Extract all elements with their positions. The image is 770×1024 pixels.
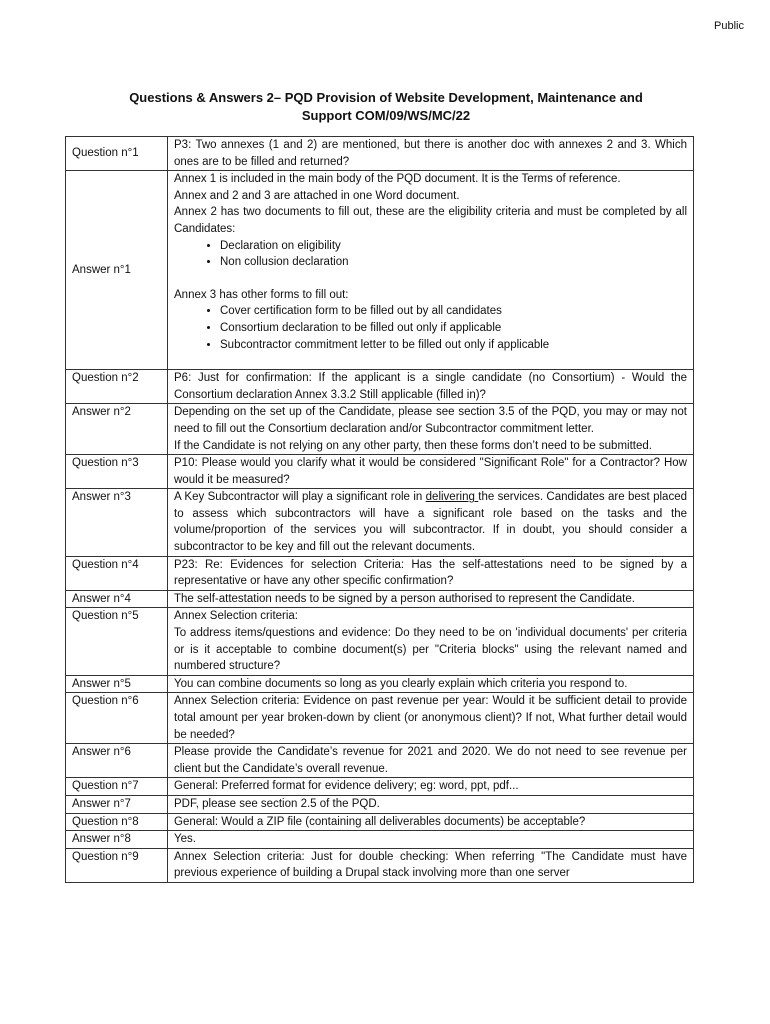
table-row xyxy=(66,744,694,778)
row-text: P23: Re: Evidences for selection Criteria: Has the self-attestations need to be signed by a representative or have any other specific confirmation? xyxy=(168,556,694,590)
table-row xyxy=(66,489,694,556)
row-text: Annex Selection criteria: Just for double checking: When referring "The Candidate must have previous experience of building a Drupal stack involving more than one server xyxy=(168,848,694,882)
row-label: Question n°3 xyxy=(66,455,168,489)
table-row xyxy=(66,455,694,489)
row-label: Answer n°5 xyxy=(66,675,168,693)
table-row xyxy=(66,778,694,796)
paragraph: Depending on the set up of the Candidate, please see section 3.5 of the PQD, you may or may not need to fill out the Consortium declaration and/or Subcontractor commitment letter. xyxy=(174,406,687,435)
list-item: • Cover certification form to be filled out by all candidates xyxy=(220,303,687,320)
row-label: Answer n°3 xyxy=(66,489,168,556)
paragraph: Annex Selection criteria: xyxy=(174,610,299,623)
list-item: • Non collusion declaration xyxy=(220,254,687,271)
paragraph: To address items/questions and evidence: Do they need to be on 'individual documents' per criteria or is it acceptable to combine document(s) per "Criteria blocks" using the relevant named and numbered structure? xyxy=(174,627,687,673)
text-segment: the services. Candidates are best placed to assess which subcontractors will have a significant role based on the tasks and the volume/proportion of the services you will subcontractor. If in doubt, you should consider a subcontractor to be key and fill out the relevant documents. xyxy=(174,491,687,554)
table-row xyxy=(66,171,694,370)
table-row xyxy=(66,370,694,404)
table-row xyxy=(66,848,694,882)
table-row xyxy=(66,693,694,744)
spacer xyxy=(174,271,687,287)
row-label: Question n°4 xyxy=(66,556,168,590)
list-item: • Subcontractor commitment letter to be filled out only if applicable xyxy=(220,337,687,354)
row-text: P6: Just for confirmation: If the applicant is a single candidate (no Consortium) - Would the Consortium declaration Annex 3.3.2 Still applicable (filled in)? xyxy=(168,370,694,404)
table-row xyxy=(66,831,694,849)
row-label: Question n°1 xyxy=(66,137,168,171)
paragraph: Annex and 2 and 3 are attached in one Word document. xyxy=(174,189,460,202)
text-segment: A Key Subcontractor will play a significant role in xyxy=(174,491,426,504)
table-row xyxy=(66,813,694,831)
paragraph: Annex 1 is included in the main body of the PQD document. It is the Terms of reference. xyxy=(174,173,621,186)
paragraph: Annex 3 has other forms to fill out: xyxy=(174,288,349,301)
spacer xyxy=(174,353,687,369)
row-text xyxy=(168,608,694,675)
row-text: P10: Please would you clarify what it would be considered "Significant Role" for a Contractor? How would it be measured? xyxy=(168,455,694,489)
row-label: Question n°5 xyxy=(66,608,168,675)
row-label: Answer n°7 xyxy=(66,795,168,813)
row-label: Question n°7 xyxy=(66,778,168,796)
row-label: Answer n°6 xyxy=(66,744,168,778)
row-text: PDF, please see section 2.5 of the PQD. xyxy=(168,795,694,813)
list-item: • Declaration on eligibility xyxy=(220,238,687,255)
row-label: Answer n°8 xyxy=(66,831,168,849)
document-title xyxy=(66,89,706,125)
row-label: Answer n°4 xyxy=(66,590,168,608)
row-text: Annex Selection criteria: Evidence on past revenue per year: Would it be sufficient detail to provide total amount per year broken-down by client (or anonymous client)? If not, What further detail would be needed? xyxy=(168,693,694,744)
row-text: Please provide the Candidate’s revenue for 2021 and 2020. We do not need to see revenue per client but the Candidate’s overall revenue. xyxy=(168,744,694,778)
table-row xyxy=(66,608,694,675)
row-text xyxy=(168,489,694,556)
row-text: The self-attestation needs to be signed by a person authorised to represent the Candidate. xyxy=(168,590,694,608)
row-text: P3: Two annexes (1 and 2) are mentioned, but there is another doc with annexes 2 and 3. Which ones are to be filled and returned? xyxy=(168,137,694,171)
paragraph: Annex 2 has two documents to fill out, these are the eligibility criteria and must be completed by all Candidates: xyxy=(174,206,687,235)
classification-label: Public xyxy=(714,20,744,32)
bullet-list xyxy=(174,238,687,271)
row-text xyxy=(168,171,694,370)
table-row xyxy=(66,590,694,608)
row-text: General: Would a ZIP file (containing all deliverables documents) be acceptable? xyxy=(168,813,694,831)
paragraph: If the Candidate is not relying on any other party, then these forms don’t need to be submitted. xyxy=(174,439,652,452)
table-row xyxy=(66,404,694,455)
table-row xyxy=(66,556,694,590)
row-label: Question n°8 xyxy=(66,813,168,831)
row-label: Question n°6 xyxy=(66,693,168,744)
document-title-line-2: Support COM/09/WS/MC/22 xyxy=(301,108,471,123)
bullet-list xyxy=(174,303,687,353)
row-label: Answer n°1 xyxy=(66,171,168,370)
list-item: • Consortium declaration to be filled out only if applicable xyxy=(220,320,687,337)
table-row xyxy=(66,137,694,171)
table-row xyxy=(66,675,694,693)
row-label: Question n°9 xyxy=(66,848,168,882)
row-text: You can combine documents so long as you clearly explain which criteria you respond to. xyxy=(168,675,694,693)
row-text: General: Preferred format for evidence delivery; eg: word, ppt, pdf... xyxy=(168,778,694,796)
qa-table xyxy=(65,136,694,883)
underlined-text: delivering xyxy=(425,491,479,504)
row-label: Question n°2 xyxy=(66,370,168,404)
table-row xyxy=(66,795,694,813)
row-label: Answer n°2 xyxy=(66,404,168,455)
document-title-line-1: Questions & Answers 2– PQD Provision of Website Development, Maintenance and xyxy=(129,90,643,105)
row-text: Yes. xyxy=(168,831,694,849)
row-text xyxy=(168,404,694,455)
